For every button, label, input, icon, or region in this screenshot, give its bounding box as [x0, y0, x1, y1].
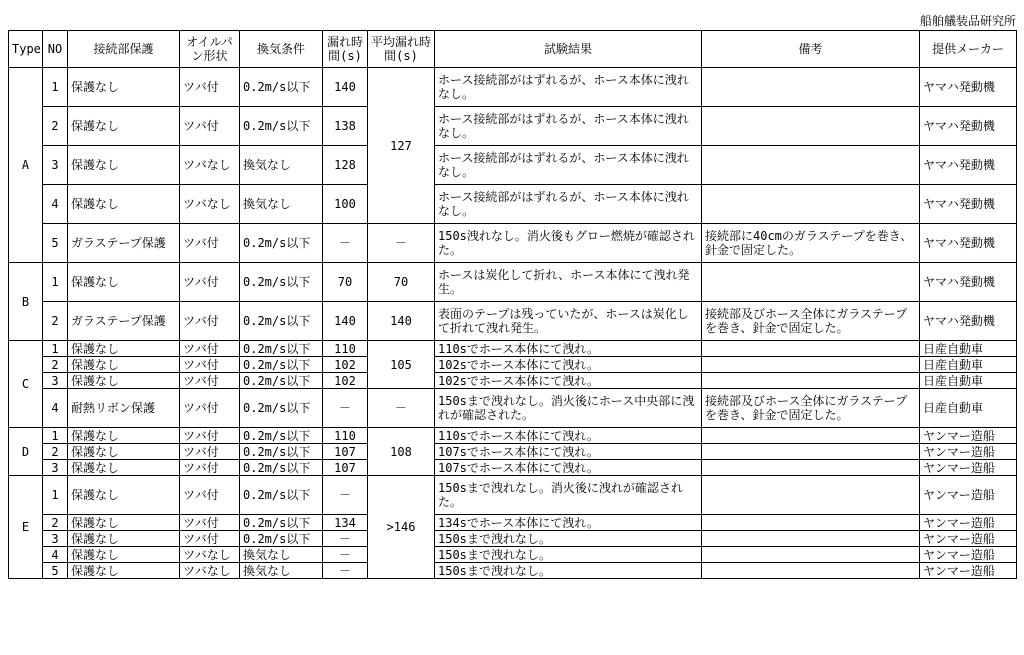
table-row [9, 68, 1017, 107]
maker-cell: ヤマハ発動機 [920, 146, 1017, 185]
oilpan-cell: ツバ付 [180, 302, 240, 341]
notes-cell [702, 263, 920, 302]
no-cell: 4 [43, 185, 68, 224]
protection-cell: 保護なし [68, 146, 180, 185]
oilpan-cell: ツバ付 [180, 444, 240, 460]
notes-cell [702, 68, 920, 107]
ventilation-cell: 0.2m/s以下 [240, 107, 323, 146]
oilpan-cell: ツバ付 [180, 515, 240, 531]
no-cell: 2 [43, 444, 68, 460]
notes-cell [702, 373, 920, 389]
ventilation-cell: 0.2m/s以下 [240, 531, 323, 547]
result-cell: ホース接続部がはずれるが、ホース本体に洩れなし。 [435, 68, 702, 107]
result-cell: ホースは炭化して折れ、ホース本体にて洩れ発生。 [435, 263, 702, 302]
protection-cell: 保護なし [68, 444, 180, 460]
no-cell: 1 [43, 341, 68, 357]
table-row [9, 302, 1017, 341]
leak-time-cell: 107 [323, 444, 368, 460]
ventilation-cell: 0.2m/s以下 [240, 373, 323, 389]
table-body [9, 68, 1017, 579]
no-cell: 5 [43, 224, 68, 263]
maker-cell: ヤンマー造船 [920, 563, 1017, 579]
protection-cell: 保護なし [68, 185, 180, 224]
protection-cell: 保護なし [68, 547, 180, 563]
notes-cell: 接続部及びホース全体にガラステープを巻き、針金で固定した。 [702, 302, 920, 341]
protection-cell: 保護なし [68, 428, 180, 444]
no-cell: 3 [43, 146, 68, 185]
oilpan-cell: ツバなし [180, 547, 240, 563]
avg-leak-time-cell: >146 [368, 476, 435, 579]
notes-cell: 接続部に40cmのガラステープを巻き、針金で固定した。 [702, 224, 920, 263]
no-cell: 1 [43, 263, 68, 302]
avg-leak-time-cell: － [368, 224, 435, 263]
leak-time-cell: 110 [323, 428, 368, 444]
avg-leak-time-cell: 127 [368, 68, 435, 224]
type-cell: E [9, 476, 43, 579]
leak-time-cell: 102 [323, 357, 368, 373]
header-oilpan: オイルパン形状 [180, 31, 240, 68]
protection-cell: 保護なし [68, 373, 180, 389]
table-row [9, 341, 1017, 357]
notes-cell [702, 185, 920, 224]
no-cell: 3 [43, 531, 68, 547]
header-notes: 備考 [702, 31, 920, 68]
header-avg-leak-time: 平均漏れ時間(s) [368, 31, 435, 68]
protection-cell: ガラステープ保護 [68, 224, 180, 263]
header-result: 試験結果 [435, 31, 702, 68]
no-cell: 4 [43, 547, 68, 563]
leak-time-cell: 102 [323, 373, 368, 389]
table-row [9, 185, 1017, 224]
table-row [9, 460, 1017, 476]
notes-cell [702, 531, 920, 547]
ventilation-cell: 0.2m/s以下 [240, 476, 323, 515]
oilpan-cell: ツバなし [180, 146, 240, 185]
ventilation-cell: 0.2m/s以下 [240, 224, 323, 263]
protection-cell: 耐熱リボン保護 [68, 389, 180, 428]
notes-cell [702, 107, 920, 146]
avg-leak-time-cell: 70 [368, 263, 435, 302]
oilpan-cell: ツバ付 [180, 460, 240, 476]
result-cell: 150sまで洩れなし。 [435, 563, 702, 579]
leak-time-cell: 128 [323, 146, 368, 185]
no-cell: 3 [43, 373, 68, 389]
no-cell: 1 [43, 68, 68, 107]
ventilation-cell: 0.2m/s以下 [240, 460, 323, 476]
header-type: Type [9, 31, 43, 68]
notes-cell [702, 547, 920, 563]
no-cell: 1 [43, 476, 68, 515]
ventilation-cell: 換気なし [240, 563, 323, 579]
table-header [9, 31, 1017, 68]
notes-cell: 接続部及びホース全体にガラステープを巻き、針金で固定した。 [702, 389, 920, 428]
protection-cell: 保護なし [68, 357, 180, 373]
table-row [9, 107, 1017, 146]
result-cell: 表面のテープは残っていたが、ホースは炭化して折れて洩れ発生。 [435, 302, 702, 341]
table-row [9, 373, 1017, 389]
oilpan-cell: ツバなし [180, 563, 240, 579]
notes-cell [702, 515, 920, 531]
result-cell: 150s洩れなし。消火後もグロー燃焼が確認された。 [435, 224, 702, 263]
header-ventilation: 換気条件 [240, 31, 323, 68]
no-cell: 5 [43, 563, 68, 579]
maker-cell: 日産自動車 [920, 389, 1017, 428]
maker-cell: 日産自動車 [920, 373, 1017, 389]
leak-time-cell: 138 [323, 107, 368, 146]
leak-time-cell: － [323, 476, 368, 515]
oilpan-cell: ツバ付 [180, 531, 240, 547]
result-cell: 110sでホース本体にて洩れ。 [435, 428, 702, 444]
test-results-table [8, 30, 1017, 579]
ventilation-cell: 0.2m/s以下 [240, 357, 323, 373]
table-row [9, 444, 1017, 460]
notes-cell [702, 341, 920, 357]
notes-cell [702, 563, 920, 579]
ventilation-cell: 0.2m/s以下 [240, 389, 323, 428]
leak-time-cell: 110 [323, 341, 368, 357]
maker-cell: ヤンマー造船 [920, 444, 1017, 460]
table-row [9, 224, 1017, 263]
ventilation-cell: 0.2m/s以下 [240, 263, 323, 302]
maker-cell: ヤンマー造船 [920, 428, 1017, 444]
ventilation-cell: 0.2m/s以下 [240, 68, 323, 107]
protection-cell: 保護なし [68, 68, 180, 107]
protection-cell: 保護なし [68, 515, 180, 531]
table-row [9, 389, 1017, 428]
no-cell: 4 [43, 389, 68, 428]
oilpan-cell: ツバ付 [180, 341, 240, 357]
no-cell: 2 [43, 357, 68, 373]
leak-time-cell: － [323, 547, 368, 563]
maker-cell: 日産自動車 [920, 341, 1017, 357]
table-row [9, 357, 1017, 373]
oilpan-cell: ツバ付 [180, 263, 240, 302]
maker-cell: ヤマハ発動機 [920, 302, 1017, 341]
leak-time-cell: 100 [323, 185, 368, 224]
oilpan-cell: ツバ付 [180, 357, 240, 373]
organization-label: 船舶艤装品研究所 [919, 14, 1016, 28]
header-no: NO [43, 31, 68, 68]
leak-time-cell: － [323, 531, 368, 547]
oilpan-cell: ツバ付 [180, 107, 240, 146]
result-cell: 150sまで洩れなし。消火後に洩れが確認された。 [435, 476, 702, 515]
ventilation-cell: 0.2m/s以下 [240, 428, 323, 444]
maker-cell: ヤンマー造船 [920, 460, 1017, 476]
table-row [9, 428, 1017, 444]
leak-time-cell: 107 [323, 460, 368, 476]
ventilation-cell: 0.2m/s以下 [240, 341, 323, 357]
maker-cell: ヤンマー造船 [920, 531, 1017, 547]
result-cell: 102sでホース本体にて洩れ。 [435, 357, 702, 373]
type-cell: A [9, 68, 43, 263]
result-cell: 150sまで洩れなし。消火後にホース中央部に洩れが確認された。 [435, 389, 702, 428]
ventilation-cell: 0.2m/s以下 [240, 444, 323, 460]
leak-time-cell: － [323, 389, 368, 428]
leak-time-cell: 70 [323, 263, 368, 302]
table-row [9, 476, 1017, 515]
maker-cell: ヤンマー造船 [920, 476, 1017, 515]
oilpan-cell: ツバなし [180, 185, 240, 224]
header-leak-time: 漏れ時間(s) [323, 31, 368, 68]
oilpan-cell: ツバ付 [180, 373, 240, 389]
ventilation-cell: 0.2m/s以下 [240, 515, 323, 531]
leak-time-cell: 140 [323, 68, 368, 107]
result-cell: 150sまで洩れなし。 [435, 547, 702, 563]
result-cell: 107sでホース本体にて洩れ。 [435, 444, 702, 460]
table-row [9, 547, 1017, 563]
protection-cell: ガラステープ保護 [68, 302, 180, 341]
maker-cell: ヤマハ発動機 [920, 185, 1017, 224]
oilpan-cell: ツバ付 [180, 224, 240, 263]
header-maker: 提供メーカー [920, 31, 1017, 68]
notes-cell [702, 357, 920, 373]
protection-cell: 保護なし [68, 531, 180, 547]
result-cell: 107sでホース本体にて洩れ。 [435, 460, 702, 476]
table-row [9, 515, 1017, 531]
table-row [9, 146, 1017, 185]
avg-leak-time-cell: 108 [368, 428, 435, 476]
avg-leak-time-cell: 105 [368, 341, 435, 389]
no-cell: 2 [43, 302, 68, 341]
type-cell: C [9, 341, 43, 428]
avg-leak-time-cell: － [368, 389, 435, 428]
result-cell: ホース接続部がはずれるが、ホース本体に洩れなし。 [435, 107, 702, 146]
result-cell: 134sでホース本体にて洩れ。 [435, 515, 702, 531]
notes-cell [702, 476, 920, 515]
maker-cell: ヤマハ発動機 [920, 107, 1017, 146]
type-cell: D [9, 428, 43, 476]
no-cell: 2 [43, 107, 68, 146]
ventilation-cell: 換気なし [240, 547, 323, 563]
notes-cell [702, 444, 920, 460]
notes-cell [702, 428, 920, 444]
type-cell: B [9, 263, 43, 341]
leak-time-cell: 134 [323, 515, 368, 531]
header-protection: 接続部保護 [68, 31, 180, 68]
maker-cell: ヤマハ発動機 [920, 224, 1017, 263]
maker-cell: ヤンマー造船 [920, 515, 1017, 531]
maker-cell: ヤマハ発動機 [920, 68, 1017, 107]
result-cell: 110sでホース本体にて洩れ。 [435, 341, 702, 357]
table-row [9, 563, 1017, 579]
protection-cell: 保護なし [68, 460, 180, 476]
leak-time-cell: － [323, 224, 368, 263]
result-cell: 102sでホース本体にて洩れ。 [435, 373, 702, 389]
leak-time-cell: 140 [323, 302, 368, 341]
result-cell: 150sまで洩れなし。 [435, 531, 702, 547]
protection-cell: 保護なし [68, 263, 180, 302]
oilpan-cell: ツバ付 [180, 68, 240, 107]
protection-cell: 保護なし [68, 107, 180, 146]
protection-cell: 保護なし [68, 563, 180, 579]
no-cell: 1 [43, 428, 68, 444]
protection-cell: 保護なし [68, 341, 180, 357]
notes-cell [702, 146, 920, 185]
no-cell: 2 [43, 515, 68, 531]
notes-cell [702, 460, 920, 476]
ventilation-cell: 換気なし [240, 146, 323, 185]
table-row [9, 531, 1017, 547]
result-cell: ホース接続部がはずれるが、ホース本体に洩れなし。 [435, 185, 702, 224]
protection-cell: 保護なし [68, 476, 180, 515]
avg-leak-time-cell: 140 [368, 302, 435, 341]
leak-time-cell: － [323, 563, 368, 579]
oilpan-cell: ツバ付 [180, 476, 240, 515]
maker-cell: 日産自動車 [920, 357, 1017, 373]
maker-cell: ヤマハ発動機 [920, 263, 1017, 302]
table-row [9, 263, 1017, 302]
oilpan-cell: ツバ付 [180, 389, 240, 428]
maker-cell: ヤンマー造船 [920, 547, 1017, 563]
ventilation-cell: 0.2m/s以下 [240, 302, 323, 341]
no-cell: 3 [43, 460, 68, 476]
result-cell: ホース接続部がはずれるが、ホース本体に洩れなし。 [435, 146, 702, 185]
oilpan-cell: ツバ付 [180, 428, 240, 444]
ventilation-cell: 換気なし [240, 185, 323, 224]
